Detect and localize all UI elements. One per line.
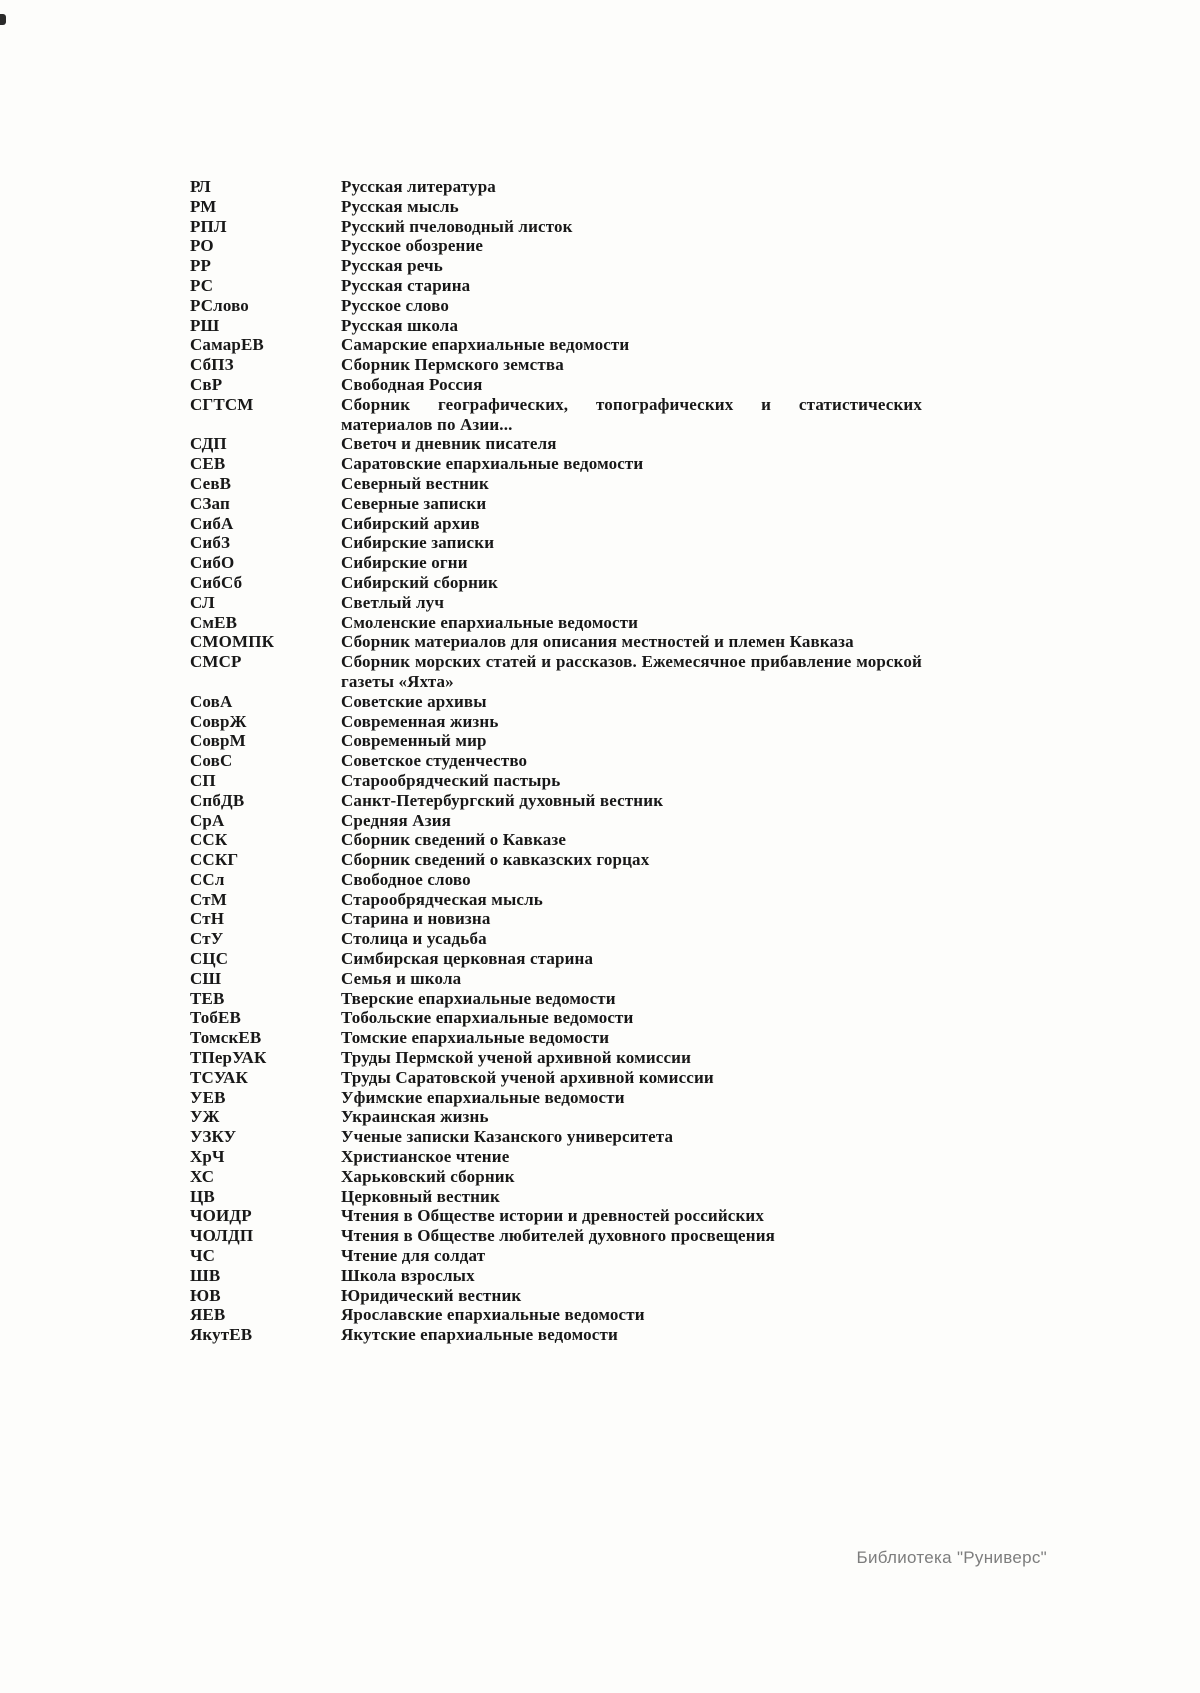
description-cell: Томские епархиальные ведомости [341, 1028, 610, 1048]
description-cell: Русская школа [341, 315, 459, 335]
abbreviation-row [190, 494, 922, 514]
abbreviation-row [190, 1088, 922, 1108]
description-cell: Современный мир [341, 731, 487, 751]
description-cell: Санкт-Петербургский духовный вестник [341, 790, 664, 810]
abbreviation-row [190, 355, 922, 375]
description-cell: Харьковский сборник [341, 1166, 515, 1186]
abbreviation-row [190, 652, 922, 692]
abbreviation-row [190, 692, 922, 712]
abbreviation-row [190, 197, 922, 217]
abbreviation-row [190, 256, 922, 276]
description-cell: Современная жизнь [341, 711, 499, 731]
abbreviation-row [190, 1206, 922, 1226]
description-cell: Самарские епархиальные ведомости [341, 335, 630, 355]
abbreviation-cell: ССКГ [190, 850, 239, 870]
abbreviation-cell: СовА [190, 691, 233, 711]
abbreviation-row [190, 276, 922, 296]
abbreviation-cell: СтУ [190, 929, 224, 949]
abbreviation-row [190, 1008, 922, 1028]
description-cell: Свободное слово [341, 869, 471, 889]
description-cell: Тверские епархиальные ведомости [341, 988, 616, 1008]
abbreviation-cell: ТСУАК [190, 1067, 248, 1087]
abbreviation-row [190, 949, 922, 969]
abbreviation-cell: СамарЕВ [190, 335, 264, 355]
description-cell: Тобольские епархиальные ведомости [341, 1008, 634, 1028]
abbreviation-cell: СМОМПК [190, 632, 275, 652]
abbreviation-cell: УЖ [190, 1107, 220, 1127]
description-cell: Труды Саратовской ученой архивной комиссии [341, 1067, 714, 1087]
description-cell: Старина и новизна [341, 909, 491, 929]
abbreviation-row [190, 177, 922, 197]
abbreviation-row [190, 1226, 922, 1246]
abbreviation-cell: СпбДВ [190, 790, 245, 810]
description-cell: Сибирский архив [341, 513, 480, 533]
abbreviation-cell: ЯЕВ [190, 1305, 226, 1325]
abbreviation-row [190, 1286, 922, 1306]
watermark: Библиотека "Руниверс" [856, 1548, 1047, 1567]
abbreviation-cell: РР [190, 256, 212, 276]
abbreviation-cell: РО [190, 236, 214, 256]
description-cell: Светлый луч [341, 592, 445, 612]
description-cell: Советские архивы [341, 691, 487, 711]
description-cell: Ярославские епархиальные ведомости [341, 1305, 645, 1325]
description-cell: Смоленские епархиальные ведомости [341, 612, 639, 632]
abbreviation-row [190, 1187, 922, 1207]
abbreviation-row [190, 751, 922, 771]
description-cell: Светоч и дневник писателя [341, 434, 557, 454]
description-cell: Старообрядческая мысль [341, 889, 543, 909]
abbreviation-cell: ЯкутЕВ [190, 1325, 253, 1345]
abbreviation-row [190, 514, 922, 534]
abbreviation-row [190, 712, 922, 732]
abbreviation-cell: СШ [190, 968, 222, 988]
abbreviation-cell: РШ [190, 315, 220, 335]
description-cell: Сборник сведений о Кавказе [341, 830, 567, 850]
abbreviation-row [190, 613, 922, 633]
abbreviation-row [190, 1305, 922, 1325]
abbreviation-cell: ТПерУАК [190, 1048, 267, 1068]
abbreviation-cell: СДП [190, 434, 227, 454]
abbreviation-cell: ЧС [190, 1246, 216, 1266]
abbreviation-cell: ШВ [190, 1265, 221, 1285]
description-cell: Столица и усадьба [341, 929, 487, 949]
description-cell: Симбирская церковная старина [341, 949, 594, 969]
abbreviation-row [190, 1266, 922, 1286]
description-cell: Русский пчеловодный листок [341, 216, 573, 236]
abbreviation-row [190, 593, 922, 613]
description-cell: Чтение для солдат [341, 1246, 486, 1266]
abbreviation-row [190, 850, 922, 870]
abbreviation-cell: ССл [190, 869, 225, 889]
description-cell: Церковный вестник [341, 1186, 500, 1206]
abbreviation-cell: ЧОЛДП [190, 1226, 254, 1246]
description-cell: Украинская жизнь [341, 1107, 489, 1127]
abbreviation-row [190, 909, 922, 929]
abbreviation-cell: СевВ [190, 473, 232, 493]
abbreviation-row [190, 830, 922, 850]
description-cell: Русская литература [341, 177, 496, 196]
abbreviation-cell: ТЕВ [190, 988, 225, 1008]
abbreviation-cell: СЕВ [190, 454, 226, 474]
abbreviation-cell: РМ [190, 196, 217, 216]
description-cell: Свободная Россия [341, 374, 483, 394]
abbreviation-cell: УЕВ [190, 1087, 226, 1107]
description-cell: Сибирские огни [341, 553, 468, 573]
abbreviation-cell: ССК [190, 830, 228, 850]
abbreviation-cell: УЗКУ [190, 1127, 237, 1147]
description-cell: Школа взрослых [341, 1265, 475, 1285]
abbreviation-row [190, 454, 922, 474]
abbreviation-cell: СибО [190, 553, 235, 573]
description-cell: Чтения в Обществе любителей духовного просвещения [341, 1226, 775, 1246]
abbreviation-cell: СтН [190, 909, 225, 929]
abbreviation-row [190, 1325, 922, 1345]
description-cell: Ученые записки Казанского университета [341, 1127, 674, 1147]
description-cell: Русское обозрение [341, 236, 484, 256]
abbreviation-row [190, 1246, 922, 1266]
abbreviation-row [190, 1048, 922, 1068]
abbreviation-cell: СоврЖ [190, 711, 247, 731]
abbreviation-row [190, 395, 922, 435]
abbreviation-row [190, 375, 922, 395]
abbreviation-cell: ЮВ [190, 1285, 221, 1305]
abbreviation-cell: СМСР [190, 652, 242, 672]
abbreviation-cell: СоврМ [190, 731, 246, 751]
abbreviation-row [190, 573, 922, 593]
abbreviation-cell: СибА [190, 513, 234, 533]
abbreviation-cell: СтМ [190, 889, 227, 909]
description-cell: Якутские епархиальные ведомости [341, 1325, 618, 1345]
description-cell: Христианское чтение [341, 1147, 510, 1167]
description-cell: Старообрядческий пастырь [341, 770, 561, 790]
abbreviation-row [190, 1167, 922, 1187]
abbreviation-row [190, 929, 922, 949]
abbreviation-cell: СЦС [190, 949, 229, 969]
abbreviation-cell: РСлово [190, 295, 249, 315]
abbreviation-cell: РЛ [190, 177, 211, 196]
abbreviation-row [190, 434, 922, 454]
description-cell: Труды Пермской ученой архивной комиссии [341, 1048, 692, 1068]
abbreviation-cell: РПЛ [190, 216, 227, 236]
description-cell: Саратовские епархиальные ведомости [341, 454, 644, 474]
abbreviation-list [190, 177, 922, 1345]
abbreviation-cell: СбПЗ [190, 355, 234, 375]
abbreviation-row [190, 533, 922, 553]
description-cell: Чтения в Обществе истории и древностей российских [341, 1206, 765, 1226]
abbreviation-cell: СовС [190, 751, 233, 771]
description-cell: Северный вестник [341, 473, 489, 493]
description-cell: Русская старина [341, 275, 471, 295]
abbreviation-row [190, 890, 922, 910]
description-cell: Советское студенчество [341, 751, 528, 771]
abbreviation-cell: СвР [190, 374, 223, 394]
description-cell: Юридический вестник [341, 1285, 522, 1305]
abbreviation-cell: СибСб [190, 572, 243, 592]
description-cell: Сборник сведений о кавказских горцах [341, 850, 650, 870]
description-cell: Русская мысль [341, 196, 459, 216]
abbreviation-cell: ТомскЕВ [190, 1028, 262, 1048]
description-cell: Средняя Азия [341, 810, 451, 830]
abbreviation-cell: СГТСМ [190, 394, 254, 414]
abbreviation-cell: ТобЕВ [190, 1008, 242, 1028]
abbreviation-row [190, 1028, 922, 1048]
abbreviation-cell: ЦВ [190, 1186, 215, 1206]
abbreviation-row [190, 553, 922, 573]
abbreviation-cell: ЧОИДР [190, 1206, 252, 1226]
abbreviation-row [190, 316, 922, 336]
description-cell: Сборник морских статей и рассказов. Ежемесячное прибавление морской газеты «Яхта» [341, 652, 922, 691]
abbreviation-cell: ХС [190, 1166, 215, 1186]
abbreviation-cell: СрА [190, 810, 225, 830]
abbreviation-row [190, 870, 922, 890]
abbreviation-row [190, 771, 922, 791]
abbreviation-row [190, 632, 922, 652]
abbreviation-cell: СЛ [190, 592, 215, 612]
abbreviation-row [190, 791, 922, 811]
abbreviation-row [190, 296, 922, 316]
description-cell: Русская речь [341, 256, 443, 276]
abbreviation-row [190, 1107, 922, 1127]
abbreviation-row [190, 811, 922, 831]
abbreviation-row [190, 236, 922, 256]
description-cell: Сборник географических, топографических и статистических материалов по Азии... [341, 394, 922, 434]
abbreviation-row [190, 217, 922, 237]
abbreviation-row [190, 1127, 922, 1147]
description-cell: Сборник материалов для описания местностей и племен Кавказа [341, 632, 854, 652]
scan-artifact [0, 14, 6, 25]
abbreviation-cell: ХрЧ [190, 1147, 225, 1167]
abbreviation-cell: СмЕВ [190, 612, 238, 632]
description-cell: Сборник Пермского земства [341, 355, 564, 375]
abbreviation-row [190, 1068, 922, 1088]
description-cell: Сибирские записки [341, 533, 495, 553]
description-cell: Русское слово [341, 295, 449, 315]
abbreviation-cell: СЗап [190, 493, 230, 513]
abbreviation-row [190, 335, 922, 355]
abbreviation-row [190, 989, 922, 1009]
description-cell: Семья и школа [341, 968, 462, 988]
abbreviation-row [190, 1147, 922, 1167]
abbreviation-cell: РС [190, 275, 214, 295]
description-cell: Северные записки [341, 493, 487, 513]
description-cell: Уфимские епархиальные ведомости [341, 1087, 625, 1107]
abbreviation-cell: СибЗ [190, 533, 231, 553]
abbreviation-cell: СП [190, 770, 216, 790]
abbreviation-row [190, 474, 922, 494]
abbreviation-row [190, 969, 922, 989]
abbreviation-row [190, 731, 922, 751]
description-cell: Сибирский сборник [341, 572, 498, 592]
